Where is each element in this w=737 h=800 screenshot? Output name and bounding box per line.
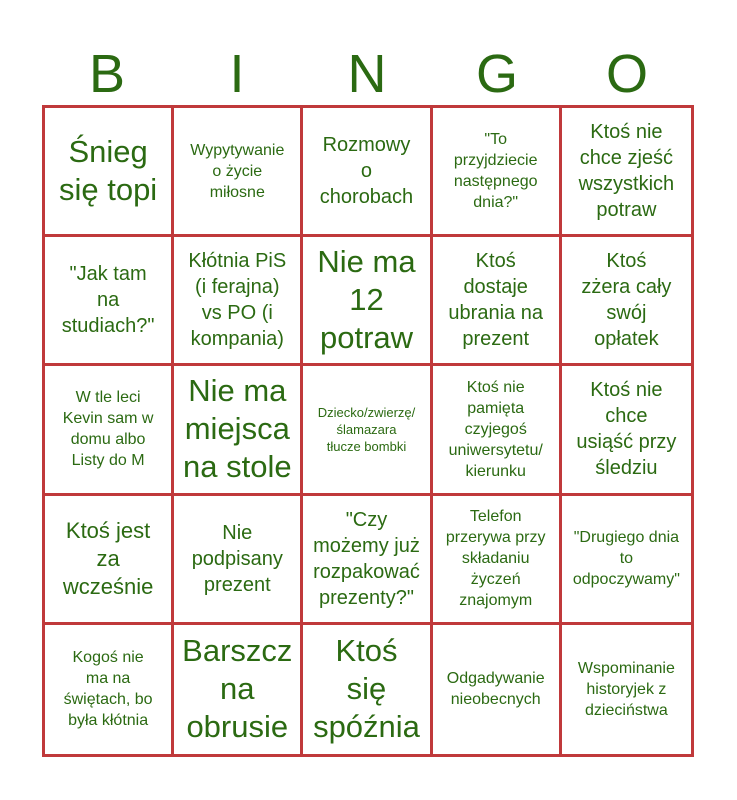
bingo-cell[interactable] xyxy=(433,625,562,754)
bingo-header xyxy=(42,40,694,108)
bingo-cell[interactable] xyxy=(562,625,691,754)
header-letter-g: G xyxy=(475,44,518,104)
bingo-cell[interactable] xyxy=(45,237,174,366)
header-letter-n: N xyxy=(347,44,387,104)
cell-text: Dziecko/zwierzę/ ślamazara tłucze bombki xyxy=(317,404,416,454)
cell-text: "Jak tam na studiach?" xyxy=(61,263,155,338)
cell-text: "Drugiego dnia to odpoczywamy" xyxy=(572,529,680,589)
bingo-cell[interactable] xyxy=(562,108,691,237)
cell-text: "To przyjdziecie następnego dnia?" xyxy=(453,131,538,212)
header-letter-i: I xyxy=(229,44,245,104)
bingo-cell[interactable] xyxy=(303,237,432,366)
cell-text: Nie ma miejsca na stole xyxy=(183,373,292,485)
cell-text: Kłótnia PiS (i ferajna) vs PO (i kompania) xyxy=(188,250,287,351)
cell-text: Wspominanie historyjek z dzieciństwa xyxy=(577,659,675,719)
cell-text: Ktoś nie chce usiąść przy śledziu xyxy=(576,379,677,480)
bingo-cell[interactable] xyxy=(303,496,432,625)
cell-text: Ktoś jest za wcześnie xyxy=(62,517,154,599)
bingo-cell[interactable] xyxy=(174,366,303,495)
bingo-cell[interactable] xyxy=(45,496,174,625)
cell-text: Rozmowy o chorobach xyxy=(319,134,414,209)
cell-text: Odgadywanie nieobecnych xyxy=(446,670,545,709)
bingo-cell[interactable] xyxy=(174,237,303,366)
cell-text: Barszcz na obrusie xyxy=(182,633,293,745)
bingo-cell[interactable] xyxy=(174,108,303,237)
bingo-cell[interactable] xyxy=(45,366,174,495)
bingo-board xyxy=(42,105,694,757)
bingo-cell[interactable] xyxy=(562,366,691,495)
bingo-cell[interactable] xyxy=(45,625,174,754)
bingo-cell[interactable] xyxy=(174,625,303,754)
cell-text: Ktoś nie pamięta czyjegoś uniwersytetu/ kierunku xyxy=(448,378,543,480)
bingo-cell[interactable] xyxy=(562,496,691,625)
cell-text: Telefon przerywa przy składaniu życzeń znajomym xyxy=(445,508,546,610)
cell-text: Nie ma 12 potraw xyxy=(317,244,416,356)
cell-text: Kogoś nie ma na świętach, bo była kłótnia xyxy=(63,649,153,730)
bingo-cell[interactable] xyxy=(303,625,432,754)
header-letter-o: O xyxy=(605,44,648,104)
bingo-cell[interactable] xyxy=(433,496,562,625)
cell-text: Ktoś dostaje ubrania na prezent xyxy=(448,250,543,351)
bingo-cell[interactable] xyxy=(562,237,691,366)
cell-text: "Czy możemy już rozpakować prezenty?" xyxy=(313,508,420,609)
cell-text: Ktoś nie chce zjeść wszystkich potraw xyxy=(578,121,675,222)
bingo-cell[interactable] xyxy=(303,366,432,495)
header-letter-b: B xyxy=(88,44,126,104)
bingo-cell[interactable] xyxy=(45,108,174,237)
cell-text: Ktoś się spóźnia xyxy=(313,633,420,745)
cell-text: Ktoś zżera cały swój opłatek xyxy=(581,250,672,351)
bingo-cell[interactable] xyxy=(433,237,562,366)
cell-text: W tle leci Kevin sam w domu albo Listy do M xyxy=(62,389,154,470)
cell-text: Śnieg się topi xyxy=(58,134,158,208)
cell-text: Wypytywanie o życie miłosne xyxy=(190,141,285,201)
bingo-cell[interactable] xyxy=(174,496,303,625)
bingo-cell[interactable] xyxy=(433,108,562,237)
bingo-cell[interactable] xyxy=(303,108,432,237)
cell-text: Nie podpisany prezent xyxy=(191,521,283,596)
bingo-cell[interactable] xyxy=(433,366,562,495)
